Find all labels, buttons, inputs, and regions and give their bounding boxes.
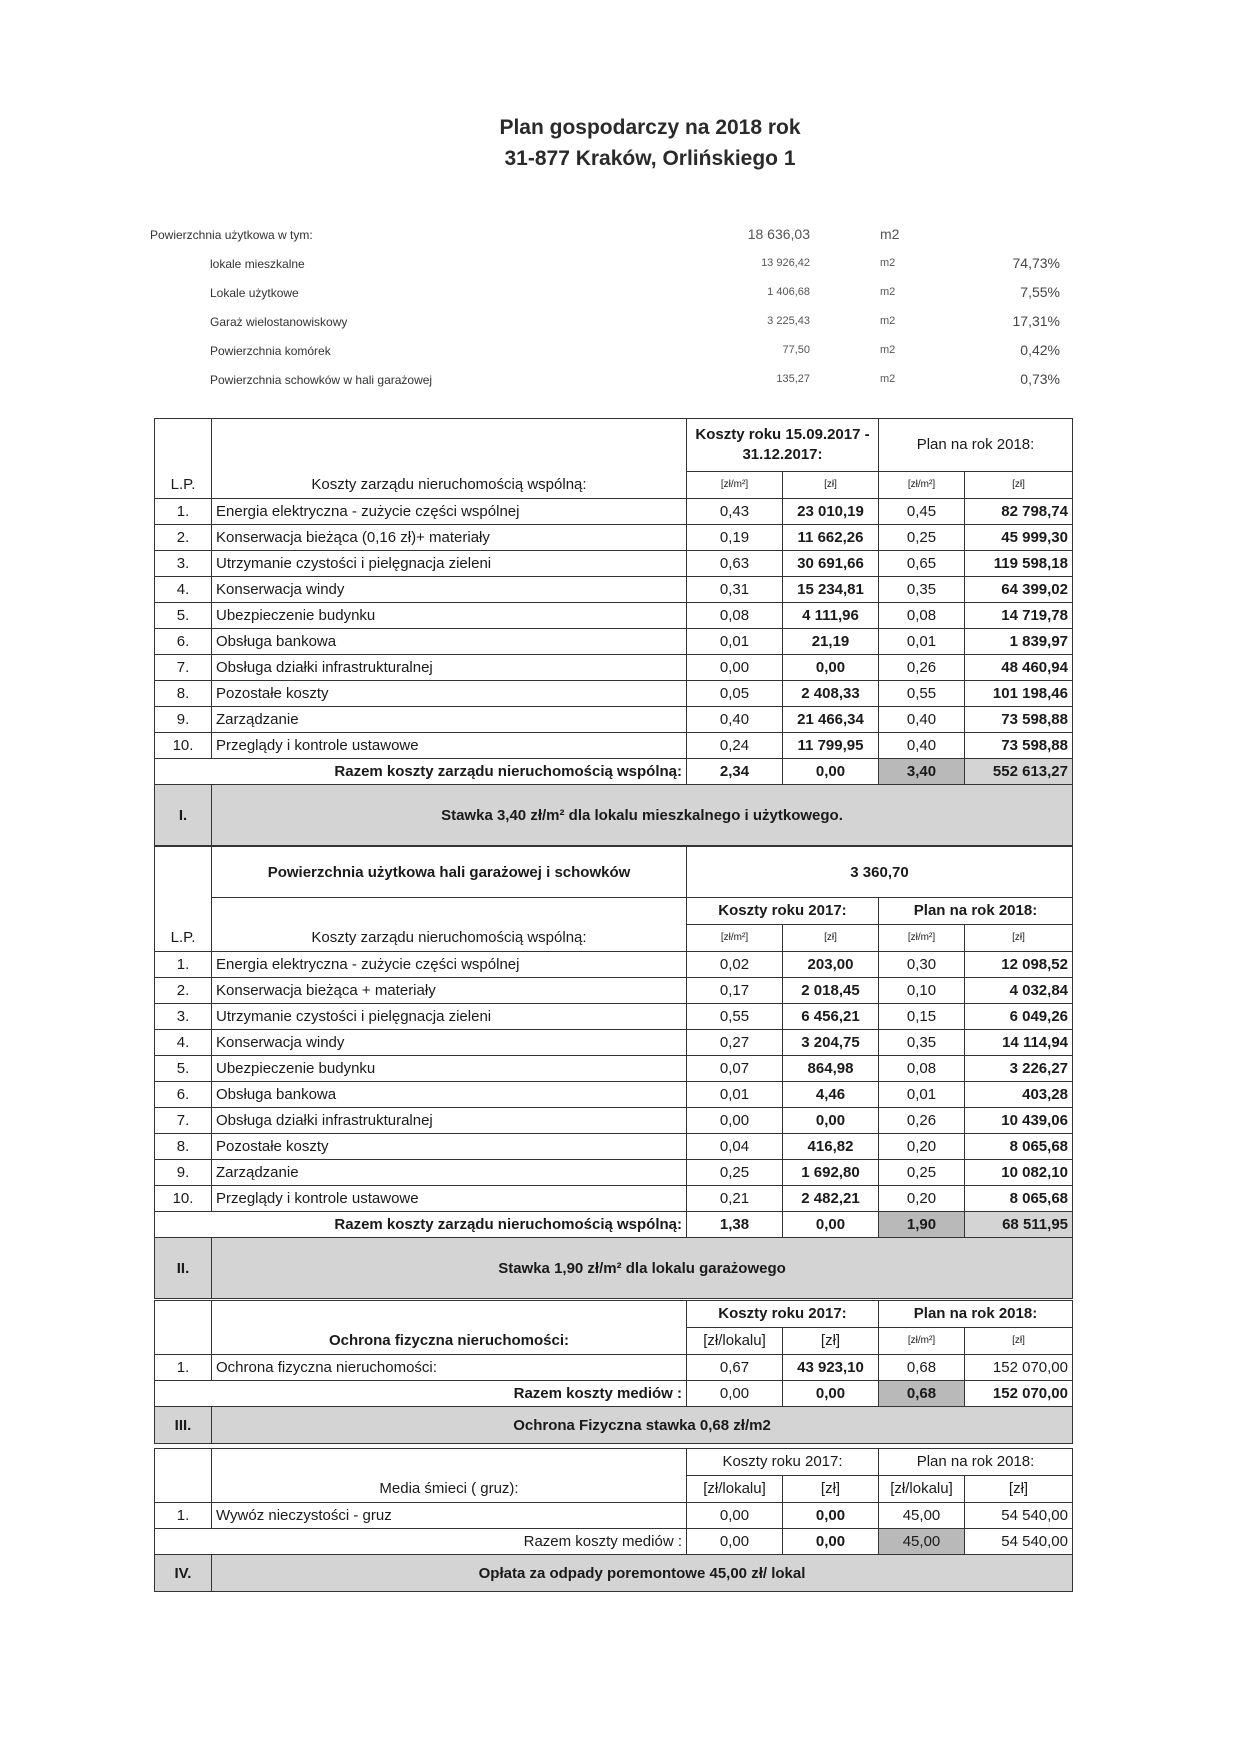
total-amount-plan: 152 070,00	[965, 1381, 1073, 1407]
area-percent: 0,73%	[1020, 371, 1060, 387]
area-label: Garaż wielostanowiskowy	[210, 315, 348, 329]
header-plan: Plan na rok 2018:	[879, 1301, 1073, 1328]
header-unit-zl: [zł]	[965, 1476, 1073, 1503]
cell-amount-plan: 73 598,88	[965, 707, 1073, 733]
header-unit-m2: [zł/m²]	[687, 472, 783, 499]
band-text: Stawka 1,90 zł/m² dla lokalu garażowego	[212, 1238, 1073, 1299]
total-label: Razem koszty zarządu nieruchomością wspólną:	[155, 1212, 687, 1238]
area-label: lokale mieszkalne	[210, 257, 305, 271]
cell-amount-plan: 73 598,88	[965, 733, 1073, 759]
cell-amount-plan: 6 049,26	[965, 1004, 1073, 1030]
cell-lp: 4.	[155, 1030, 212, 1056]
table-row	[155, 681, 1073, 707]
cell-amount-plan: 119 598,18	[965, 551, 1073, 577]
cell-amount-prev: 3 204,75	[783, 1030, 879, 1056]
cell-amount-plan: 48 460,94	[965, 655, 1073, 681]
total-rate-prev: 2,34	[687, 759, 783, 785]
area-row	[150, 311, 1070, 335]
cell-rate-plan: 0,01	[879, 1082, 965, 1108]
cell-lp: 9.	[155, 1160, 212, 1186]
cell-amount-plan: 54 540,00	[965, 1503, 1073, 1529]
cell-amount-prev: 2 482,21	[783, 1186, 879, 1212]
cell-lp: 2.	[155, 525, 212, 551]
header-cost-prev: Koszty roku 2017:	[687, 898, 879, 925]
cell-amount-prev: 30 691,66	[783, 551, 879, 577]
cell-amount-prev: 23 010,19	[783, 499, 879, 525]
header-unit-zl: [zł]	[965, 925, 1073, 952]
header-unit-m2: [zł/m²]	[687, 925, 783, 952]
total-amount-prev: 0,00	[783, 1212, 879, 1238]
cell-amount-prev: 6 456,21	[783, 1004, 879, 1030]
cell-empty	[155, 1301, 212, 1328]
area-value: 3 225,43	[767, 315, 810, 327]
cell-rate-plan: 0,08	[879, 1056, 965, 1082]
cell-empty	[212, 898, 687, 925]
total-row	[155, 1529, 1073, 1555]
header-lp: L.P.	[155, 925, 212, 952]
header-unit-m2: [zł/m²]	[879, 1328, 965, 1355]
garage-area-value: 3 360,70	[687, 847, 1073, 898]
header-name: Media śmieci ( gruz):	[212, 1476, 687, 1503]
cell-amount-prev: 21,19	[783, 629, 879, 655]
band-text: Opłata za odpady poremontowe 45,00 zł/ lokal	[212, 1555, 1073, 1592]
table-row	[155, 1082, 1073, 1108]
cell-rate-plan: 45,00	[879, 1503, 965, 1529]
cell-rate-plan: 0,25	[879, 525, 965, 551]
header-name: Koszty zarządu nieruchomością wspólną:	[212, 472, 687, 499]
table-row	[155, 1503, 1073, 1529]
cell-empty	[212, 1301, 687, 1328]
table-row	[155, 1004, 1073, 1030]
table-row	[155, 551, 1073, 577]
cell-rate-prev: 0,31	[687, 577, 783, 603]
cell-amount-plan: 64 399,02	[965, 577, 1073, 603]
area-total-value: 18 636,03	[747, 226, 810, 242]
cell-amount-plan: 4 032,84	[965, 978, 1073, 1004]
cell-empty	[212, 419, 687, 472]
cell-empty	[212, 1449, 687, 1476]
cell-lp: 6.	[155, 629, 212, 655]
cell-name: Konserwacja bieżąca (0,16 zł)+ materiały	[212, 525, 687, 551]
cell-amount-prev: 1 692,80	[783, 1160, 879, 1186]
cell-rate-plan: 0,40	[879, 707, 965, 733]
cell-lp: 1.	[155, 952, 212, 978]
header-unit-m2: [zł/m²]	[879, 925, 965, 952]
total-label: Razem koszty mediów :	[155, 1529, 687, 1555]
cell-rate-prev: 0,02	[687, 952, 783, 978]
cell-rate-plan: 0,45	[879, 499, 965, 525]
cell-amount-prev: 15 234,81	[783, 577, 879, 603]
cell-rate-plan: 0,15	[879, 1004, 965, 1030]
cell-lp: 4.	[155, 577, 212, 603]
total-rate-plan: 45,00	[879, 1529, 965, 1555]
table-row	[155, 1030, 1073, 1056]
cell-amount-plan: 12 098,52	[965, 952, 1073, 978]
cell-rate-prev: 0,01	[687, 629, 783, 655]
table-row	[155, 577, 1073, 603]
header-plan: Plan na rok 2018:	[879, 1449, 1073, 1476]
total-rate-prev: 0,00	[687, 1381, 783, 1407]
cell-name: Konserwacja windy	[212, 577, 687, 603]
cell-name: Utrzymanie czystości i pielęgnacja zieleni	[212, 1004, 687, 1030]
garage-area-row	[155, 847, 1073, 898]
cell-amount-prev: 2 408,33	[783, 681, 879, 707]
cell-rate-prev: 0,67	[687, 1355, 783, 1381]
cell-amount-plan: 45 999,30	[965, 525, 1073, 551]
header-unit-zl: [zł]	[783, 1476, 879, 1503]
cell-lp: 5.	[155, 1056, 212, 1082]
area-unit: m2	[880, 344, 896, 356]
header-lp: L.P.	[155, 472, 212, 499]
cell-name: Ubezpieczenie budynku	[212, 603, 687, 629]
cell-lp: 2.	[155, 978, 212, 1004]
header-unit-zl: [zł]	[965, 1328, 1073, 1355]
area-label: Powierzchnia komórek	[210, 344, 331, 358]
cell-amount-prev: 0,00	[783, 655, 879, 681]
table-row	[155, 1108, 1073, 1134]
cell-amount-plan: 8 065,68	[965, 1186, 1073, 1212]
cell-empty	[155, 898, 212, 925]
total-rate-plan: 1,90	[879, 1212, 965, 1238]
cell-amount-plan: 10 439,06	[965, 1108, 1073, 1134]
cell-lp: 1.	[155, 1355, 212, 1381]
area-label: Lokale użytkowe	[210, 286, 299, 300]
total-row	[155, 1381, 1073, 1407]
table-row	[155, 655, 1073, 681]
area-total-unit: m2	[880, 226, 900, 242]
cell-lp: 5.	[155, 603, 212, 629]
cell-lp: 7.	[155, 655, 212, 681]
area-unit: m2	[880, 286, 896, 298]
page-title: Plan gospodarczy na 2018 rok	[499, 116, 801, 139]
cell-name: Obsługa bankowa	[212, 1082, 687, 1108]
cell-rate-prev: 0,63	[687, 551, 783, 577]
table-row	[155, 1134, 1073, 1160]
cell-lp: 8.	[155, 1134, 212, 1160]
table-row	[155, 603, 1073, 629]
total-rate-plan: 0,68	[879, 1381, 965, 1407]
total-rate-plan: 3,40	[879, 759, 965, 785]
cell-rate-prev: 0,40	[687, 707, 783, 733]
header-unit-lokal: [zł/lokalu]	[879, 1476, 965, 1503]
cell-empty	[155, 1476, 212, 1503]
cell-amount-prev: 0,00	[783, 1108, 879, 1134]
band-number: I.	[155, 785, 212, 846]
cost-table-security	[154, 1300, 1073, 1444]
cell-name: Pozostałe koszty	[212, 1134, 687, 1160]
cell-name: Przeglądy i kontrole ustawowe	[212, 1186, 687, 1212]
area-percent: 0,42%	[1020, 342, 1060, 358]
area-total-label: Powierzchnia użytkowa w tym:	[150, 228, 313, 242]
cell-name: Konserwacja bieżąca + materiały	[212, 978, 687, 1004]
cell-rate-prev: 0,07	[687, 1056, 783, 1082]
cell-rate-plan: 0,20	[879, 1186, 965, 1212]
cell-rate-plan: 0,65	[879, 551, 965, 577]
area-value: 77,50	[782, 344, 810, 356]
header-cost-prev: Koszty roku 15.09.2017 - 31.12.2017:	[687, 419, 879, 472]
cell-amount-prev: 2 018,45	[783, 978, 879, 1004]
cell-name: Wywóz nieczystości - gruz	[212, 1503, 687, 1529]
cell-name: Pozostałe koszty	[212, 681, 687, 707]
cell-lp: 8.	[155, 681, 212, 707]
table-row	[155, 525, 1073, 551]
cell-lp: 9.	[155, 707, 212, 733]
header-unit-lokal: [zł/lokalu]	[687, 1328, 783, 1355]
cell-empty	[155, 847, 212, 898]
cell-name: Zarządzanie	[212, 1160, 687, 1186]
cell-name: Zarządzanie	[212, 707, 687, 733]
cell-amount-prev: 21 466,34	[783, 707, 879, 733]
cell-rate-prev: 0,25	[687, 1160, 783, 1186]
table-row	[155, 707, 1073, 733]
area-percent: 74,73%	[1012, 255, 1060, 271]
header-unit-zl: [zł]	[783, 925, 879, 952]
area-row	[150, 369, 1070, 393]
cell-rate-plan: 0,30	[879, 952, 965, 978]
cell-name: Obsługa działki infrastrukturalnej	[212, 655, 687, 681]
cell-rate-prev: 0,00	[687, 1108, 783, 1134]
area-label: Powierzchnia schowków w hali garażowej	[210, 373, 433, 387]
cost-table-waste	[154, 1448, 1073, 1592]
total-rate-prev: 1,38	[687, 1212, 783, 1238]
cell-rate-prev: 0,17	[687, 978, 783, 1004]
cell-name: Utrzymanie czystości i pielęgnacja zieleni	[212, 551, 687, 577]
cell-amount-plan: 3 226,27	[965, 1056, 1073, 1082]
cost-table-residential	[154, 418, 1073, 846]
cell-rate-plan: 0,35	[879, 1030, 965, 1056]
cell-rate-prev: 0,19	[687, 525, 783, 551]
area-row	[150, 340, 1070, 364]
cell-amount-prev: 4 111,96	[783, 603, 879, 629]
area-total-row	[150, 224, 1070, 248]
cell-amount-prev: 4,46	[783, 1082, 879, 1108]
area-value: 13 926,42	[761, 257, 810, 269]
cell-lp: 6.	[155, 1082, 212, 1108]
cell-amount-prev: 0,00	[783, 1503, 879, 1529]
total-amount-plan: 54 540,00	[965, 1529, 1073, 1555]
cell-rate-prev: 0,00	[687, 655, 783, 681]
area-percent: 7,55%	[1020, 284, 1060, 300]
cell-amount-plan: 14 114,94	[965, 1030, 1073, 1056]
cell-rate-prev: 0,05	[687, 681, 783, 707]
total-row	[155, 1212, 1073, 1238]
cell-name: Konserwacja windy	[212, 1030, 687, 1056]
band-number: III.	[155, 1407, 212, 1444]
area-value: 135,27	[776, 373, 810, 385]
total-amount-plan: 552 613,27	[965, 759, 1073, 785]
cell-amount-plan: 14 719,78	[965, 603, 1073, 629]
rate-band	[155, 1407, 1073, 1444]
cell-amount-prev: 11 662,26	[783, 525, 879, 551]
cell-rate-prev: 0,27	[687, 1030, 783, 1056]
cell-rate-plan: 0,68	[879, 1355, 965, 1381]
garage-area-label: Powierzchnia użytkowa hali garażowej i schowków	[212, 847, 687, 898]
area-value: 1 406,68	[767, 286, 810, 298]
total-rate-prev: 0,00	[687, 1529, 783, 1555]
band-number: II.	[155, 1238, 212, 1299]
table-row	[155, 1160, 1073, 1186]
cell-rate-prev: 0,55	[687, 1004, 783, 1030]
cell-lp: 7.	[155, 1108, 212, 1134]
cell-rate-prev: 0,00	[687, 1503, 783, 1529]
cell-name: Obsługa działki infrastrukturalnej	[212, 1108, 687, 1134]
header-name: Ochrona fizyczna nieruchomości:	[212, 1328, 687, 1355]
header-unit-zl: [zł]	[965, 472, 1073, 499]
cell-amount-plan: 10 082,10	[965, 1160, 1073, 1186]
cell-lp: 10.	[155, 733, 212, 759]
cost-table-garage	[154, 846, 1073, 1299]
cell-rate-prev: 0,24	[687, 733, 783, 759]
total-label: Razem koszty mediów :	[155, 1381, 687, 1407]
cell-lp: 3.	[155, 1004, 212, 1030]
total-amount-prev: 0,00	[783, 759, 879, 785]
cell-amount-plan: 403,28	[965, 1082, 1073, 1108]
cell-amount-prev: 11 799,95	[783, 733, 879, 759]
header-cost-prev: Koszty roku 2017:	[687, 1301, 879, 1328]
cell-name: Obsługa bankowa	[212, 629, 687, 655]
cell-empty	[155, 1449, 212, 1476]
cell-amount-plan: 82 798,74	[965, 499, 1073, 525]
cell-rate-plan: 0,40	[879, 733, 965, 759]
cell-rate-plan: 0,08	[879, 603, 965, 629]
total-amount-prev: 0,00	[783, 1381, 879, 1407]
band-text: Ochrona Fizyczna stawka 0,68 zł/m2	[212, 1407, 1073, 1444]
header-unit-m2: [zł/m²]	[879, 472, 965, 499]
cell-empty	[155, 1328, 212, 1355]
cell-amount-prev: 416,82	[783, 1134, 879, 1160]
area-unit: m2	[880, 257, 896, 269]
cell-rate-prev: 0,01	[687, 1082, 783, 1108]
band-number: IV.	[155, 1555, 212, 1592]
area-row	[150, 282, 1070, 306]
table-row	[155, 1186, 1073, 1212]
header-unit-lokal: [zł/lokalu]	[687, 1476, 783, 1503]
page-address: 31-877 Kraków, Orlińskiego 1	[504, 147, 796, 170]
rate-band	[155, 1555, 1073, 1592]
header-unit-zl: [zł]	[783, 1328, 879, 1355]
header-cost-prev: Koszty roku 2017:	[687, 1449, 879, 1476]
cell-rate-plan: 0,26	[879, 1108, 965, 1134]
cell-rate-prev: 0,21	[687, 1186, 783, 1212]
total-row	[155, 759, 1073, 785]
cell-name: Energia elektryczna - zużycie części wspólnej	[212, 952, 687, 978]
total-amount-prev: 0,00	[783, 1529, 879, 1555]
cell-name: Ochrona fizyczna nieruchomości:	[212, 1355, 687, 1381]
header-name: Koszty zarządu nieruchomością wspólną:	[212, 925, 687, 952]
cell-lp: 10.	[155, 1186, 212, 1212]
cell-empty	[155, 419, 212, 472]
cell-rate-plan: 0,35	[879, 577, 965, 603]
header-plan: Plan na rok 2018:	[879, 898, 1073, 925]
table-row	[155, 978, 1073, 1004]
rate-band	[155, 785, 1073, 846]
header-plan: Plan na rok 2018:	[879, 419, 1073, 472]
cell-rate-prev: 0,43	[687, 499, 783, 525]
cell-lp: 1.	[155, 1503, 212, 1529]
table-row	[155, 629, 1073, 655]
cell-rate-prev: 0,04	[687, 1134, 783, 1160]
area-unit: m2	[880, 373, 896, 385]
cell-rate-plan: 0,55	[879, 681, 965, 707]
table-row	[155, 733, 1073, 759]
cell-name: Energia elektryczna - zużycie części wspólnej	[212, 499, 687, 525]
cell-rate-plan: 0,25	[879, 1160, 965, 1186]
cell-rate-prev: 0,08	[687, 603, 783, 629]
header-unit-zl: [zł]	[783, 472, 879, 499]
area-unit: m2	[880, 315, 896, 327]
table-row	[155, 1056, 1073, 1082]
band-text: Stawka 3,40 zł/m² dla lokalu mieszkalnego i użytkowego.	[212, 785, 1073, 846]
rate-band	[155, 1238, 1073, 1299]
cell-rate-plan: 0,01	[879, 629, 965, 655]
cell-amount-prev: 203,00	[783, 952, 879, 978]
table-row	[155, 952, 1073, 978]
cell-amount-plan: 8 065,68	[965, 1134, 1073, 1160]
cell-amount-plan: 101 198,46	[965, 681, 1073, 707]
cell-rate-plan: 0,20	[879, 1134, 965, 1160]
total-label: Razem koszty zarządu nieruchomością wspólną:	[155, 759, 687, 785]
area-percent: 17,31%	[1012, 313, 1060, 329]
cell-amount-plan: 1 839,97	[965, 629, 1073, 655]
cell-rate-plan: 0,26	[879, 655, 965, 681]
cell-lp: 3.	[155, 551, 212, 577]
cell-amount-plan: 152 070,00	[965, 1355, 1073, 1381]
cell-amount-prev: 864,98	[783, 1056, 879, 1082]
cell-amount-prev: 43 923,10	[783, 1355, 879, 1381]
total-amount-plan: 68 511,95	[965, 1212, 1073, 1238]
table-row	[155, 499, 1073, 525]
table-row	[155, 1355, 1073, 1381]
cell-lp: 1.	[155, 499, 212, 525]
cell-name: Ubezpieczenie budynku	[212, 1056, 687, 1082]
cell-name: Przeglądy i kontrole ustawowe	[212, 733, 687, 759]
area-row	[150, 253, 1070, 277]
cell-rate-plan: 0,10	[879, 978, 965, 1004]
